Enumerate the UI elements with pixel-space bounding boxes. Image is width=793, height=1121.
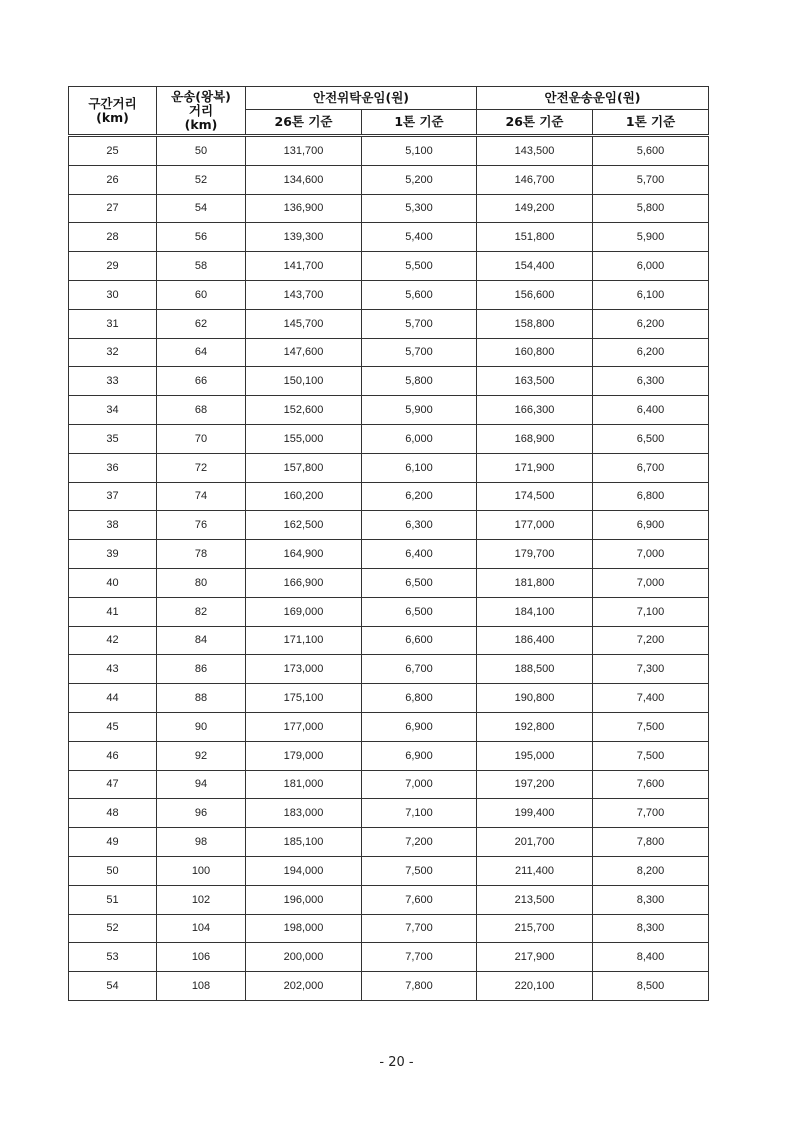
cell-consignment-1t: 5,500	[362, 252, 477, 281]
cell-section-distance: 29	[69, 252, 157, 281]
cell-consignment-1t: 6,100	[362, 453, 477, 482]
cell-consignment-26t: 171,100	[246, 626, 362, 655]
cell-section-distance: 33	[69, 367, 157, 396]
cell-consignment-26t: 198,000	[246, 914, 362, 943]
cell-consignment-26t: 177,000	[246, 712, 362, 741]
table-row	[69, 856, 709, 885]
header-transport-1t: 1톤 기준	[593, 110, 709, 136]
table-row	[69, 482, 709, 511]
cell-transport-26t: 168,900	[477, 424, 593, 453]
cell-transport-26t: 181,800	[477, 568, 593, 597]
cell-transport-distance: 96	[157, 799, 246, 828]
cell-transport-26t: 192,800	[477, 712, 593, 741]
cell-transport-26t: 186,400	[477, 626, 593, 655]
cell-transport-1t: 7,000	[593, 540, 709, 569]
header-transport-26t: 26톤 기준	[477, 110, 593, 136]
cell-section-distance: 30	[69, 280, 157, 309]
cell-transport-distance: 94	[157, 770, 246, 799]
cell-transport-1t: 7,800	[593, 828, 709, 857]
cell-consignment-1t: 5,400	[362, 223, 477, 252]
cell-section-distance: 25	[69, 136, 157, 166]
cell-transport-distance: 80	[157, 568, 246, 597]
cell-transport-distance: 64	[157, 338, 246, 367]
cell-transport-26t: 146,700	[477, 165, 593, 194]
cell-transport-26t: 174,500	[477, 482, 593, 511]
cell-consignment-26t: 181,000	[246, 770, 362, 799]
cell-consignment-26t: 136,900	[246, 194, 362, 223]
cell-transport-1t: 7,500	[593, 741, 709, 770]
cell-consignment-1t: 6,300	[362, 511, 477, 540]
cell-section-distance: 51	[69, 885, 157, 914]
cell-transport-distance: 68	[157, 396, 246, 425]
cell-consignment-26t: 143,700	[246, 280, 362, 309]
cell-transport-distance: 66	[157, 367, 246, 396]
cell-consignment-1t: 5,300	[362, 194, 477, 223]
cell-transport-distance: 56	[157, 223, 246, 252]
cell-consignment-1t: 5,800	[362, 367, 477, 396]
table-row	[69, 252, 709, 281]
cell-transport-distance: 90	[157, 712, 246, 741]
cell-transport-26t: 163,500	[477, 367, 593, 396]
cell-transport-26t: 199,400	[477, 799, 593, 828]
cell-transport-26t: 184,100	[477, 597, 593, 626]
cell-transport-1t: 6,200	[593, 338, 709, 367]
cell-transport-26t: 201,700	[477, 828, 593, 857]
cell-consignment-26t: 150,100	[246, 367, 362, 396]
cell-section-distance: 26	[69, 165, 157, 194]
cell-consignment-1t: 6,900	[362, 741, 477, 770]
cell-consignment-1t: 6,400	[362, 540, 477, 569]
cell-transport-distance: 76	[157, 511, 246, 540]
cell-consignment-1t: 5,600	[362, 280, 477, 309]
table-row	[69, 770, 709, 799]
cell-section-distance: 27	[69, 194, 157, 223]
table-row	[69, 972, 709, 1001]
cell-transport-distance: 84	[157, 626, 246, 655]
cell-consignment-26t: 147,600	[246, 338, 362, 367]
cell-section-distance: 40	[69, 568, 157, 597]
cell-consignment-1t: 6,900	[362, 712, 477, 741]
cell-transport-distance: 104	[157, 914, 246, 943]
table-row	[69, 165, 709, 194]
table-row	[69, 309, 709, 338]
table-row	[69, 885, 709, 914]
cell-transport-distance: 70	[157, 424, 246, 453]
cell-transport-distance: 82	[157, 597, 246, 626]
table-row	[69, 943, 709, 972]
cell-section-distance: 42	[69, 626, 157, 655]
header-transport-distance-line1: 운송(왕복)	[171, 88, 231, 104]
cell-consignment-1t: 7,800	[362, 972, 477, 1001]
cell-section-distance: 44	[69, 684, 157, 713]
cell-section-distance: 48	[69, 799, 157, 828]
freight-rate-table	[68, 86, 709, 1001]
cell-section-distance: 52	[69, 914, 157, 943]
cell-transport-distance: 50	[157, 136, 246, 166]
cell-section-distance: 35	[69, 424, 157, 453]
cell-consignment-26t: 175,100	[246, 684, 362, 713]
cell-consignment-1t: 7,700	[362, 943, 477, 972]
cell-transport-1t: 6,900	[593, 511, 709, 540]
cell-transport-1t: 7,700	[593, 799, 709, 828]
page-number: - 20 -	[379, 1055, 414, 1070]
header-consignment-1t: 1톤 기준	[362, 110, 477, 136]
cell-section-distance: 38	[69, 511, 157, 540]
cell-consignment-1t: 7,000	[362, 770, 477, 799]
table-row	[69, 626, 709, 655]
cell-consignment-1t: 6,800	[362, 684, 477, 713]
cell-transport-distance: 72	[157, 453, 246, 482]
table-row	[69, 223, 709, 252]
header-section-distance	[69, 87, 157, 136]
cell-transport-26t: 217,900	[477, 943, 593, 972]
cell-transport-1t: 8,400	[593, 943, 709, 972]
cell-transport-distance: 102	[157, 885, 246, 914]
header-transport-group: 안전운송운임(원)	[477, 87, 709, 110]
cell-section-distance: 41	[69, 597, 157, 626]
cell-consignment-1t: 7,200	[362, 828, 477, 857]
cell-transport-1t: 6,000	[593, 252, 709, 281]
cell-consignment-1t: 7,700	[362, 914, 477, 943]
table-row	[69, 712, 709, 741]
cell-transport-26t: 213,500	[477, 885, 593, 914]
cell-transport-26t: 143,500	[477, 136, 593, 166]
cell-transport-26t: 149,200	[477, 194, 593, 223]
cell-transport-26t: 197,200	[477, 770, 593, 799]
cell-section-distance: 34	[69, 396, 157, 425]
table-row	[69, 280, 709, 309]
cell-consignment-26t: 166,900	[246, 568, 362, 597]
cell-consignment-26t: 160,200	[246, 482, 362, 511]
cell-consignment-1t: 5,900	[362, 396, 477, 425]
cell-transport-26t: 195,000	[477, 741, 593, 770]
cell-consignment-26t: 183,000	[246, 799, 362, 828]
cell-transport-26t: 188,500	[477, 655, 593, 684]
table-row	[69, 424, 709, 453]
cell-transport-distance: 74	[157, 482, 246, 511]
cell-transport-1t: 6,500	[593, 424, 709, 453]
cell-transport-1t: 6,200	[593, 309, 709, 338]
cell-transport-26t: 156,600	[477, 280, 593, 309]
cell-consignment-26t: 179,000	[246, 741, 362, 770]
cell-section-distance: 50	[69, 856, 157, 885]
cell-consignment-26t: 162,500	[246, 511, 362, 540]
cell-transport-1t: 6,700	[593, 453, 709, 482]
cell-section-distance: 31	[69, 309, 157, 338]
cell-transport-distance: 52	[157, 165, 246, 194]
cell-transport-distance: 88	[157, 684, 246, 713]
header-section-distance-line1: 구간거리	[88, 95, 137, 111]
cell-transport-1t: 7,000	[593, 568, 709, 597]
table-row	[69, 453, 709, 482]
cell-transport-distance: 62	[157, 309, 246, 338]
cell-section-distance: 46	[69, 741, 157, 770]
cell-consignment-26t: 131,700	[246, 136, 362, 166]
cell-transport-1t: 7,300	[593, 655, 709, 684]
cell-transport-1t: 8,200	[593, 856, 709, 885]
cell-transport-26t: 171,900	[477, 453, 593, 482]
cell-transport-distance: 58	[157, 252, 246, 281]
cell-consignment-1t: 6,700	[362, 655, 477, 684]
cell-transport-1t: 6,300	[593, 367, 709, 396]
table-row	[69, 914, 709, 943]
cell-transport-26t: 211,400	[477, 856, 593, 885]
cell-transport-distance: 60	[157, 280, 246, 309]
table-row	[69, 568, 709, 597]
cell-consignment-1t: 6,200	[362, 482, 477, 511]
cell-consignment-1t: 5,700	[362, 309, 477, 338]
cell-transport-1t: 8,300	[593, 885, 709, 914]
cell-transport-26t: 166,300	[477, 396, 593, 425]
cell-consignment-26t: 185,100	[246, 828, 362, 857]
header-section-distance-line2: (km)	[96, 109, 129, 125]
cell-transport-26t: 179,700	[477, 540, 593, 569]
cell-transport-1t: 7,500	[593, 712, 709, 741]
cell-transport-1t: 5,700	[593, 165, 709, 194]
cell-consignment-1t: 7,100	[362, 799, 477, 828]
cell-consignment-26t: 134,600	[246, 165, 362, 194]
cell-consignment-26t: 173,000	[246, 655, 362, 684]
cell-transport-1t: 5,800	[593, 194, 709, 223]
cell-consignment-26t: 200,000	[246, 943, 362, 972]
cell-consignment-26t: 202,000	[246, 972, 362, 1001]
cell-consignment-1t: 5,200	[362, 165, 477, 194]
table-row	[69, 684, 709, 713]
table-row	[69, 799, 709, 828]
cell-consignment-1t: 6,500	[362, 597, 477, 626]
cell-transport-1t: 6,800	[593, 482, 709, 511]
header-transport-distance-line3: (km)	[184, 116, 218, 132]
cell-consignment-26t: 155,000	[246, 424, 362, 453]
cell-transport-distance: 78	[157, 540, 246, 569]
cell-transport-1t: 7,100	[593, 597, 709, 626]
header-consignment-26t: 26톤 기준	[246, 110, 362, 136]
cell-consignment-1t: 6,500	[362, 568, 477, 597]
table-row	[69, 741, 709, 770]
cell-section-distance: 43	[69, 655, 157, 684]
cell-transport-26t: 160,800	[477, 338, 593, 367]
cell-section-distance: 39	[69, 540, 157, 569]
table-row	[69, 194, 709, 223]
cell-transport-1t: 5,900	[593, 223, 709, 252]
header-consignment-group: 안전위탁운임(원)	[246, 87, 477, 110]
cell-consignment-26t: 196,000	[246, 885, 362, 914]
table-row	[69, 511, 709, 540]
header-transport-distance-line2: 거리	[188, 102, 214, 118]
cell-consignment-26t: 194,000	[246, 856, 362, 885]
cell-section-distance: 54	[69, 972, 157, 1001]
header-transport-distance	[157, 87, 246, 136]
table-row	[69, 136, 709, 166]
cell-transport-distance: 98	[157, 828, 246, 857]
cell-consignment-26t: 145,700	[246, 309, 362, 338]
cell-section-distance: 37	[69, 482, 157, 511]
cell-section-distance: 36	[69, 453, 157, 482]
cell-transport-distance: 86	[157, 655, 246, 684]
table-row	[69, 655, 709, 684]
table-row	[69, 597, 709, 626]
cell-transport-distance: 92	[157, 741, 246, 770]
cell-transport-1t: 8,500	[593, 972, 709, 1001]
cell-transport-distance: 54	[157, 194, 246, 223]
cell-transport-1t: 7,600	[593, 770, 709, 799]
cell-transport-26t: 220,100	[477, 972, 593, 1001]
cell-transport-26t: 154,400	[477, 252, 593, 281]
cell-transport-26t: 151,800	[477, 223, 593, 252]
table-row	[69, 367, 709, 396]
cell-consignment-1t: 5,100	[362, 136, 477, 166]
cell-transport-distance: 106	[157, 943, 246, 972]
cell-transport-1t: 6,400	[593, 396, 709, 425]
cell-transport-26t: 177,000	[477, 511, 593, 540]
cell-transport-1t: 7,400	[593, 684, 709, 713]
cell-transport-1t: 6,100	[593, 280, 709, 309]
cell-consignment-26t: 157,800	[246, 453, 362, 482]
table-row	[69, 828, 709, 857]
cell-consignment-1t: 6,600	[362, 626, 477, 655]
table-row	[69, 540, 709, 569]
cell-consignment-26t: 141,700	[246, 252, 362, 281]
cell-consignment-26t: 139,300	[246, 223, 362, 252]
table-row	[69, 338, 709, 367]
cell-transport-distance: 100	[157, 856, 246, 885]
cell-section-distance: 32	[69, 338, 157, 367]
cell-transport-1t: 8,300	[593, 914, 709, 943]
cell-consignment-1t: 7,600	[362, 885, 477, 914]
cell-transport-26t: 215,700	[477, 914, 593, 943]
cell-section-distance: 45	[69, 712, 157, 741]
cell-consignment-1t: 7,500	[362, 856, 477, 885]
table-row	[69, 396, 709, 425]
cell-consignment-26t: 164,900	[246, 540, 362, 569]
cell-consignment-26t: 169,000	[246, 597, 362, 626]
cell-transport-1t: 7,200	[593, 626, 709, 655]
cell-section-distance: 53	[69, 943, 157, 972]
cell-section-distance: 47	[69, 770, 157, 799]
cell-transport-26t: 158,800	[477, 309, 593, 338]
cell-transport-26t: 190,800	[477, 684, 593, 713]
cell-transport-1t: 5,600	[593, 136, 709, 166]
cell-section-distance: 49	[69, 828, 157, 857]
cell-section-distance: 28	[69, 223, 157, 252]
cell-consignment-1t: 6,000	[362, 424, 477, 453]
cell-consignment-1t: 5,700	[362, 338, 477, 367]
cell-transport-distance: 108	[157, 972, 246, 1001]
table-body	[69, 136, 709, 1001]
cell-consignment-26t: 152,600	[246, 396, 362, 425]
